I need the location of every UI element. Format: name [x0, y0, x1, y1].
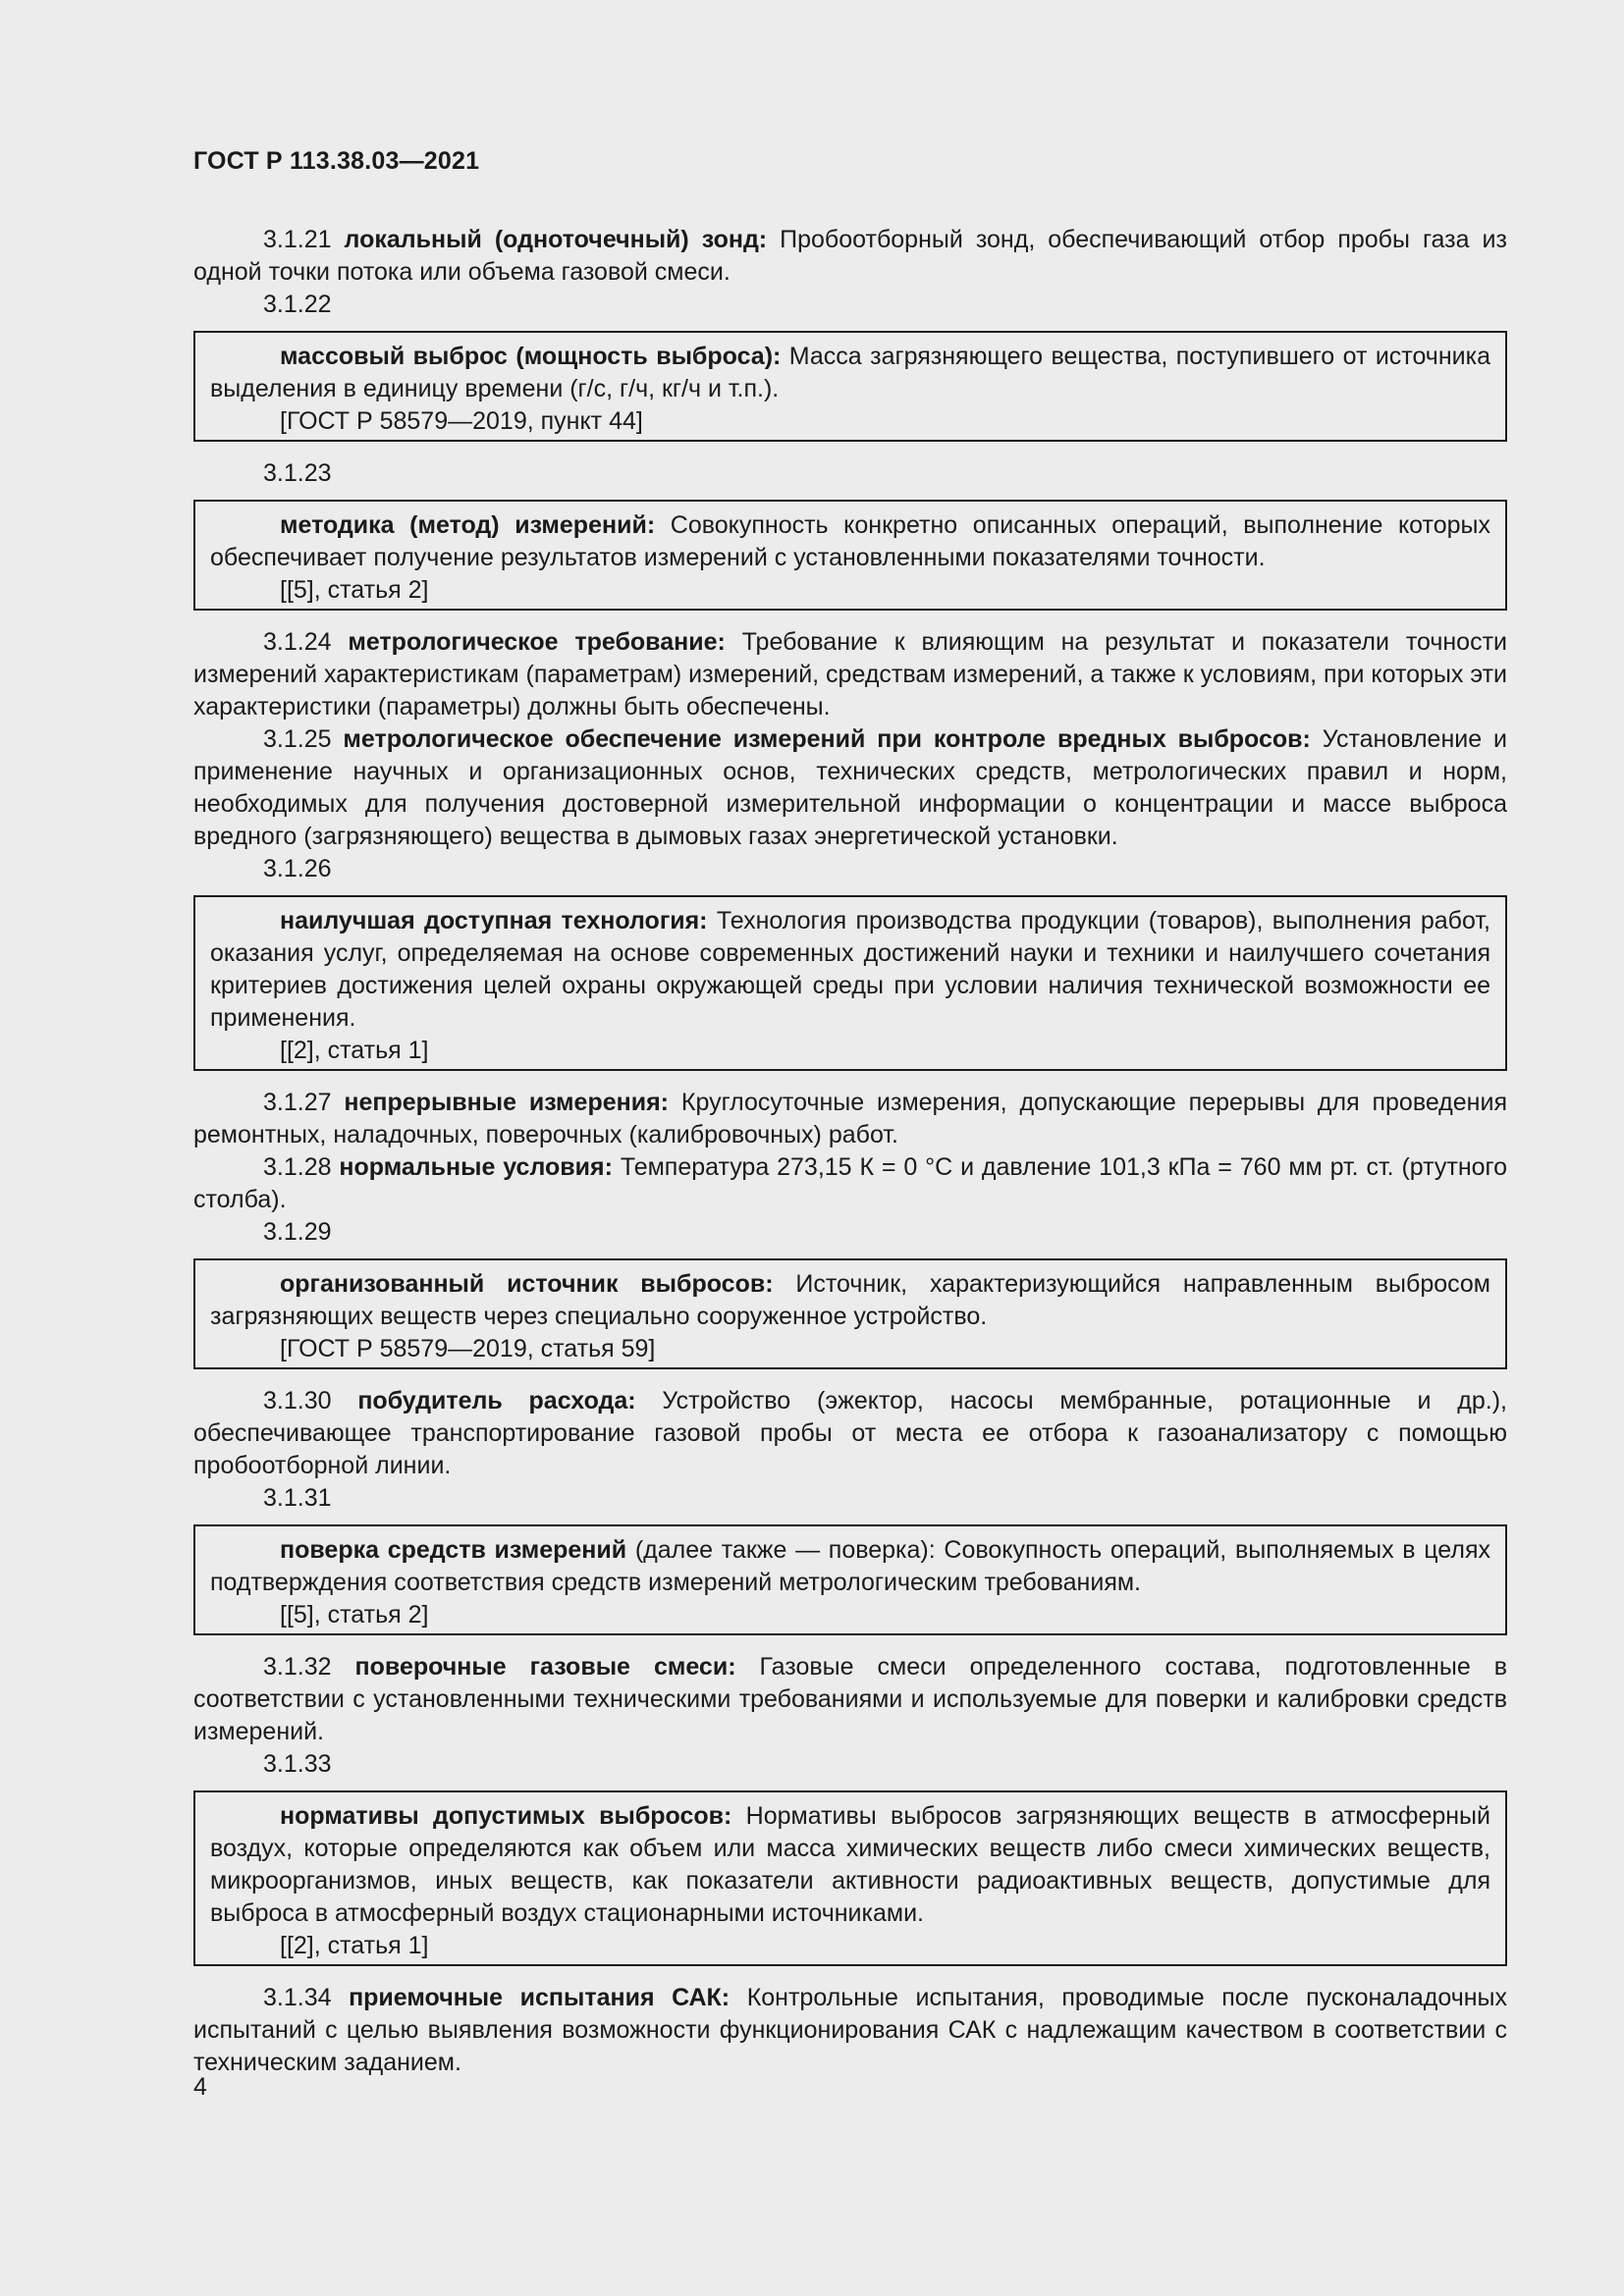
clause-number-3-1-23: 3.1.23: [263, 459, 332, 487]
clause-number: 3.1.25: [263, 725, 332, 753]
clause-number-3-1-26: 3.1.26: [263, 855, 332, 882]
definition-text: (далее также — поверка): Совокупность операций, выполняемых в целях подтверждения соответствия средств измерений метрологическим требованиям.: [210, 1536, 1490, 1596]
term: приемочные испытания САК:: [349, 1984, 731, 2011]
source-reference: [[2], статья 1]: [280, 1037, 429, 1064]
clause-number: 3.1.27: [263, 1089, 332, 1116]
definition-text: Круглосуточные измерения, допускающие перерывы для проведения ремонтных, наладочных, поверочных (калибровочных) работ.: [193, 1089, 1507, 1148]
term: организованный источник выбросов:: [280, 1270, 774, 1298]
quoted-definition-box-3-1-31: [193, 1524, 1507, 1635]
definition-3-1-22: [210, 341, 1490, 405]
quoted-definition-box-3-1-33: [193, 1790, 1507, 1966]
clause-number-3-1-31: 3.1.31: [263, 1484, 332, 1512]
definition-text: Масса загрязняющего вещества, поступившего от источника выделения в единицу времени (г/с, г/ч, кг/ч и т.п.).: [210, 343, 1490, 402]
definition-3-1-26: [210, 905, 1490, 1035]
source-reference: [ГОСТ Р 58579—2019, статья 59]: [280, 1335, 656, 1362]
term: нормальные условия:: [339, 1153, 613, 1181]
clause-number-3-1-33: 3.1.33: [263, 1750, 332, 1778]
term: метрологическое обеспечение измерений при контроле вредных выбросов:: [343, 725, 1311, 753]
term: побудитель расхода:: [357, 1387, 636, 1415]
definition-3-1-25: [193, 723, 1507, 853]
definition-text: Технология производства продукции (товаров), выполнения работ, оказания услуг, определяемая на основе современных достижений науки и техники и наилучшего сочетания критериев достижения целей охраны окружающей среды при условии наличия технической возможности ее применения.: [210, 907, 1490, 1032]
quoted-definition-box-3-1-29: [193, 1258, 1507, 1369]
term: методика (метод) измерений:: [280, 511, 656, 539]
definition-3-1-34: [193, 1982, 1507, 2079]
source-reference: [[2], статья 1]: [280, 1932, 429, 1959]
quoted-definition-box-3-1-22: [193, 331, 1507, 442]
definition-3-1-21: [193, 224, 1507, 289]
term: поверка средств измерений: [280, 1536, 627, 1564]
source-reference: [ГОСТ Р 58579—2019, пункт 44]: [280, 407, 643, 435]
clause-number: 3.1.28: [263, 1153, 332, 1181]
definition-3-1-31: [210, 1534, 1490, 1599]
clause-number-3-1-22: 3.1.22: [263, 291, 332, 318]
definition-3-1-27: [193, 1087, 1507, 1151]
definition-text: Пробоотборный зонд, обеспечивающий отбор пробы газа из одной точки потока или объема газовой смеси.: [193, 226, 1507, 286]
definition-3-1-28: [193, 1151, 1507, 1216]
term: наилучшая доступная технология:: [280, 907, 708, 934]
definition-3-1-29: [210, 1268, 1490, 1333]
clause-number: 3.1.32: [263, 1653, 332, 1681]
clause-number-3-1-29: 3.1.29: [263, 1218, 332, 1246]
clause-number: 3.1.24: [263, 628, 332, 656]
definition-3-1-23: [210, 509, 1490, 574]
definition-3-1-24: [193, 626, 1507, 723]
document-body: [193, 224, 1507, 2079]
source-reference: [[5], статья 2]: [280, 1601, 429, 1629]
definition-text: Температура 273,15 К = 0 °С и давление 101,3 кПа = 760 мм рт. ст. (ртутного столба).: [193, 1153, 1508, 1213]
page-header: ГОСТ Р 113.38.03—2021: [193, 147, 480, 175]
definition-3-1-33: [210, 1800, 1490, 1930]
definition-3-1-32: [193, 1651, 1507, 1748]
quoted-definition-box-3-1-23: [193, 500, 1507, 611]
quoted-definition-box-3-1-26: [193, 895, 1507, 1071]
term: массовый выброс (мощность выброса):: [280, 343, 782, 370]
definition-text: Нормативы выбросов загрязняющих веществ в атмосферный воздух, которые определяются как объем или масса химических веществ либо смеси химических веществ, микроорганизмов, иных веществ, как показатели активности радиоактивных веществ, допустимые для выброса в атмосферный воздух стационарными источниками.: [210, 1802, 1490, 1927]
definition-text: Источник, характеризующийся направленным выбросом загрязняющих веществ через специально сооруженное устройство.: [210, 1270, 1490, 1330]
term: локальный (одноточечный) зонд:: [344, 226, 768, 253]
term: поверочные газовые смеси:: [354, 1653, 736, 1681]
term: непрерывные измерения:: [344, 1089, 670, 1116]
definition-text: Газовые смеси определенного состава, подготовленные в соответствии с установленными техническими требованиями и используемые для поверки и калибровки средств измерений.: [193, 1653, 1508, 1745]
page-number: 4: [193, 2073, 207, 2101]
source-reference: [[5], статья 2]: [280, 576, 429, 604]
definition-text: Устройство (эжектор, насосы мембранные, ротационные и др.), обеспечивающее транспортирование газовой пробы от места ее отбора к газоанализатору с помощью пробоотборной линии.: [193, 1387, 1507, 1479]
definition-text: Совокупность конкретно описанных операций, выполнение которых обеспечивает получение результатов измерений с установленными показателями точности.: [210, 511, 1490, 571]
term: метрологическое требование:: [348, 628, 726, 656]
definition-text: Контрольные испытания, проводимые после пусконаладочных испытаний с целью выявления возможности функционирования САК с надлежащим качеством в соответствии с техническим заданием.: [193, 1984, 1507, 2076]
definition-text: Требование к влияющим на результат и показатели точности измерений характеристикам (параметрам) измерений, средствам измерений, а также к условиям, при которых эти характеристики (параметры) должны быть обеспечены.: [193, 628, 1507, 721]
term: нормативы допустимых выбросов:: [280, 1802, 732, 1830]
definition-3-1-30: [193, 1385, 1507, 1482]
clause-number: 3.1.30: [263, 1387, 332, 1415]
clause-number: 3.1.21: [263, 226, 332, 253]
definition-text: Установление и применение научных и организационных основ, технических средств, метрологических правил и норм, необходимых для получения достоверной измерительной информации о концентрации и массе выброса вредного (загрязняющего) вещества в дымовых газах энергетической установки.: [193, 725, 1507, 850]
clause-number: 3.1.34: [263, 1984, 332, 2011]
